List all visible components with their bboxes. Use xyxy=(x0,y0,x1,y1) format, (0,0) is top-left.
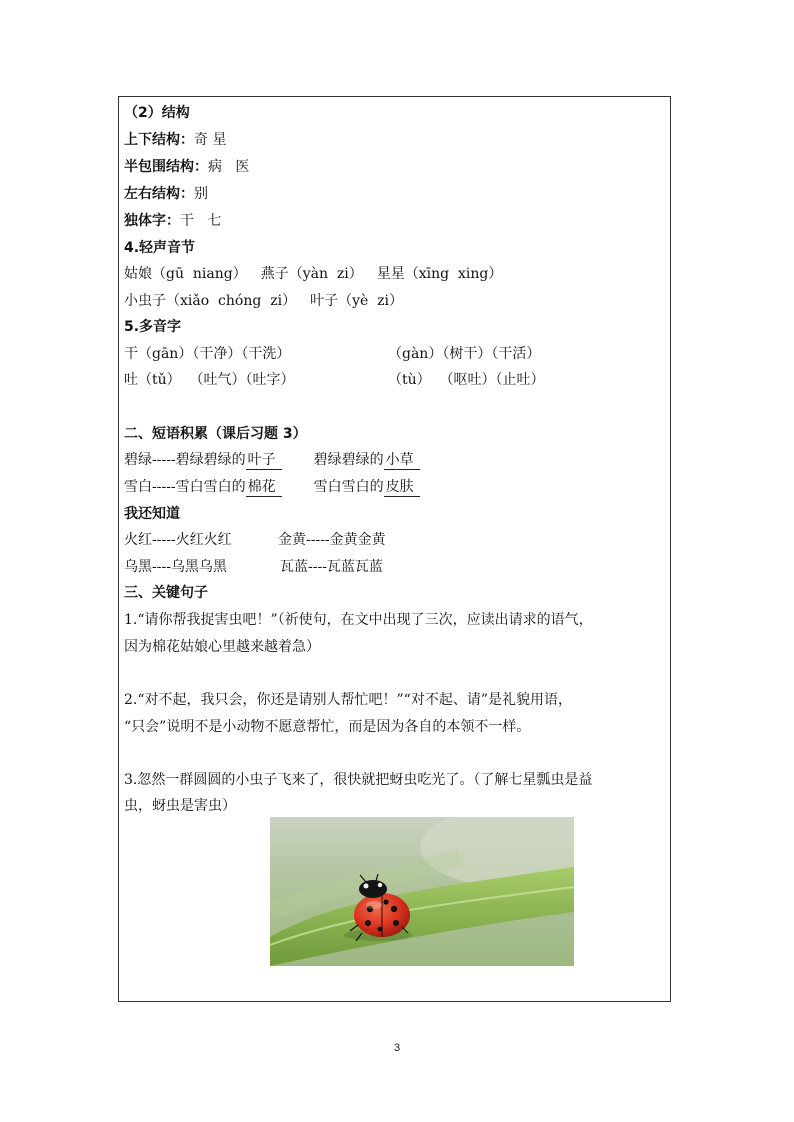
sentence-3-line-2: 虫，蚜虫是害虫） xyxy=(124,798,236,814)
phrase-prefix: 碧绿碧绿的 xyxy=(313,452,384,468)
structure-heading: （2）结构 xyxy=(124,105,190,121)
polyphone-reading: （tù） （呕吐）（止吐） xyxy=(388,372,545,388)
know-phrase: 瓦蓝----瓦蓝瓦蓝 xyxy=(280,559,383,575)
polyphone-row-1 xyxy=(124,345,540,363)
light-tone-row-2 xyxy=(124,292,403,310)
structure-chars: 别 xyxy=(194,186,208,202)
sentence-1-line-1: 1.“请你帮我捉害虫吧！”（祈使句，在文中出现了三次，应读出请求的语气， xyxy=(124,612,593,628)
phrase-prefix: 雪白雪白的 xyxy=(313,479,384,495)
phrases-heading: 二、短语积累（课后习题 3） xyxy=(124,426,307,442)
structure-row-left-right xyxy=(124,185,208,203)
light-tone-word: 姑娘（gū niang） xyxy=(124,266,247,282)
phrase-blank: 皮肤 xyxy=(384,479,420,497)
structure-row-top-bottom xyxy=(124,131,226,149)
polyphone-reading: 吐（tǔ） （吐气）（吐字） xyxy=(124,372,295,388)
light-tone-heading: 4.轻声音节 xyxy=(124,240,196,256)
know-heading: 我还知道 xyxy=(124,506,180,522)
polyphone-reading: （gàn）（树干）（干活） xyxy=(388,346,541,362)
page-number: 3 xyxy=(393,1042,401,1054)
know-phrase: 乌黑----乌黑乌黑 xyxy=(124,559,227,575)
sentence-3-line-1: 3.忽然一群圆圆的小虫子飞来了，很快就把蚜虫吃光了。（了解七星瓢虫是益 xyxy=(124,772,593,788)
structure-label: 独体字： xyxy=(124,213,180,229)
know-phrase: 火红-----火红火红 xyxy=(124,532,232,548)
sentence-2-line-1: 2.“对不起，我只会，你还是请别人帮忙吧！”“对不起、请”是礼貌用语， xyxy=(124,692,572,708)
ladybug-photo xyxy=(270,817,574,966)
sentence-2-line-2: “只会”说明不是小动物不愿意帮忙，而是因为各自的本领不一样。 xyxy=(124,719,531,735)
phrase-row xyxy=(124,478,420,497)
structure-row-half-enclosed xyxy=(124,158,249,176)
sentence-1-line-2: 因为棉花姑娘心里越来越着急） xyxy=(124,639,320,655)
phrase-blank: 小草 xyxy=(384,452,420,470)
sentences-heading: 三、关键句子 xyxy=(124,585,208,601)
polyphone-row-2 xyxy=(124,371,545,389)
structure-label: 半包围结构： xyxy=(124,159,208,175)
structure-label: 左右结构： xyxy=(124,186,194,202)
light-tone-word: 叶子（yè zi） xyxy=(310,293,404,309)
light-tone-word: 小虫子（xiǎo chóng zi） xyxy=(124,293,297,309)
phrase-prefix: 雪白-----雪白雪白的 xyxy=(124,479,246,495)
light-tone-row-1 xyxy=(124,265,502,283)
phrase-row xyxy=(124,451,420,470)
phrase-blank: 叶子 xyxy=(246,452,282,470)
structure-chars: 病 医 xyxy=(208,159,250,175)
light-tone-word: 燕子（yàn zi） xyxy=(260,266,363,282)
phrase-prefix: 碧绿-----碧绿碧绿的 xyxy=(124,452,246,468)
know-phrase: 金黄-----金黄金黄 xyxy=(278,532,386,548)
ladybug-illustration xyxy=(270,817,574,966)
know-row xyxy=(124,531,386,549)
structure-chars: 干 七 xyxy=(180,213,222,229)
structure-chars: 奇 星 xyxy=(194,132,227,148)
phrase-blank: 棉花 xyxy=(246,479,282,497)
structure-row-single xyxy=(124,212,221,230)
structure-label: 上下结构： xyxy=(124,132,194,148)
polyphone-reading: 干（gān）（干净）（干洗） xyxy=(124,346,291,362)
polyphone-heading: 5.多音字 xyxy=(124,319,182,335)
light-tone-word: 星星（xīng xing） xyxy=(376,266,503,282)
know-row xyxy=(124,558,383,576)
